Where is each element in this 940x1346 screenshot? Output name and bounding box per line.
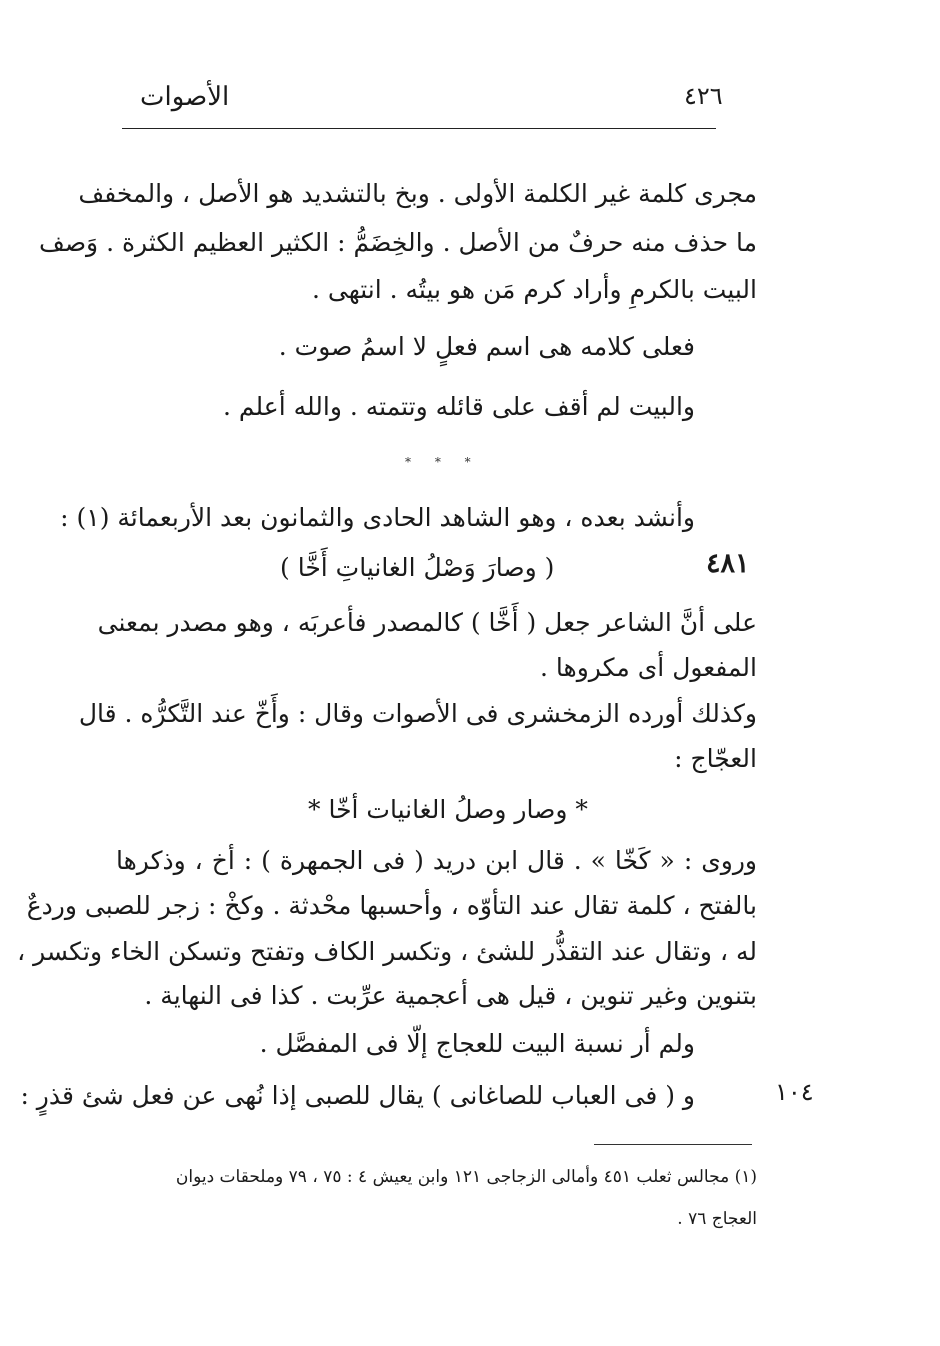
paragraph-line: العجّاج :: [674, 744, 757, 773]
paragraph-line: مجرى كلمة غير الكلمة الأولى . وبخ بالتشديد هو الأصل ، والمخفف: [78, 179, 757, 208]
footnote-line: العجاج ٧٦ .: [677, 1209, 757, 1229]
paragraph-line: بالفتح ، كلمة تقال عند التأوّه ، وأحسبها محْدثة . وكخْ : زجر للصبى وردعٌ: [26, 891, 757, 920]
footnote-line: (١) مجالس ثعلب ٤٥١ وأمالى الزجاجى ١٢١ وابن يعيش ٤ : ٧٥ ، ٧٩ وملحقات ديوان: [175, 1167, 757, 1187]
header-rule: [122, 128, 716, 129]
section-separator: * * *: [405, 455, 481, 469]
paragraph-line: على أنَّ الشاعر جعل ( أَخَّا ) كالمصدر فأعربَه ، وهو مصدر بمعنى: [97, 608, 757, 637]
paragraph-line: ولم أر نسبة البيت للعجاج إلّا فى المفصَّل .: [259, 1029, 695, 1058]
paragraph-line: له ، وتقال عند التقذُّر للشئ ، وتكسر الكاف وتفتح وتسكن الخاء وتكسر ،: [17, 937, 757, 966]
paragraph-line: المفعول أى مكروها .: [540, 653, 757, 682]
paragraph-line: والبيت لم أقف على قائله وتتمته . والله أعلم .: [222, 392, 695, 421]
paragraph-line: البيت بالكرمِ وأراد كرم مَن هو بيتُه . انتهى .: [311, 275, 757, 304]
paragraph-line: وروى : « كَخّا » . قال ابن دريد ( فى الجمهرة ) : أخ ، وذكرها: [116, 846, 757, 875]
paragraph-line: فعلى كلامه هى اسم فعلٍ لا اسمُ صوت .: [278, 332, 695, 361]
margin-number: ١٠٤: [775, 1078, 814, 1106]
footnote-rule: [594, 1144, 752, 1145]
running-title: الأصوات: [140, 82, 230, 112]
verse-line: * وصار وصلُ الغانيات أخّا *: [308, 795, 588, 824]
verse-number: ٤٨١: [706, 548, 750, 579]
paragraph-line: وأنشد بعده ، وهو الشاهد الحادى والثمانون بعد الأربعمائة (١) :: [60, 503, 695, 532]
verse-line: ( وصارَ وَصْلُ الغانياتِ أَخَّا ): [280, 553, 555, 582]
paragraph-line: وكذلك أورده الزمخشرى فى الأصوات وقال : وأَخّ عند التَّكرُّه . قال: [78, 699, 757, 728]
paragraph-line: ما حذف منه حرفٌ من الأصل . والخِضَمُّ : الكثير العظيم الكثرة . وَصف: [38, 228, 757, 257]
paragraph-line: بتنوين وغير تنوين ، قيل هى أعجمية عرِّبت . كذا فى النهاية .: [144, 981, 757, 1010]
paragraph-line: و ( فى العباب للصاغانى ) يقال للصبى إذا نُهى عن فعل شئ قذرٍ :: [20, 1081, 695, 1110]
page-number: ٤٢٦: [684, 82, 723, 110]
